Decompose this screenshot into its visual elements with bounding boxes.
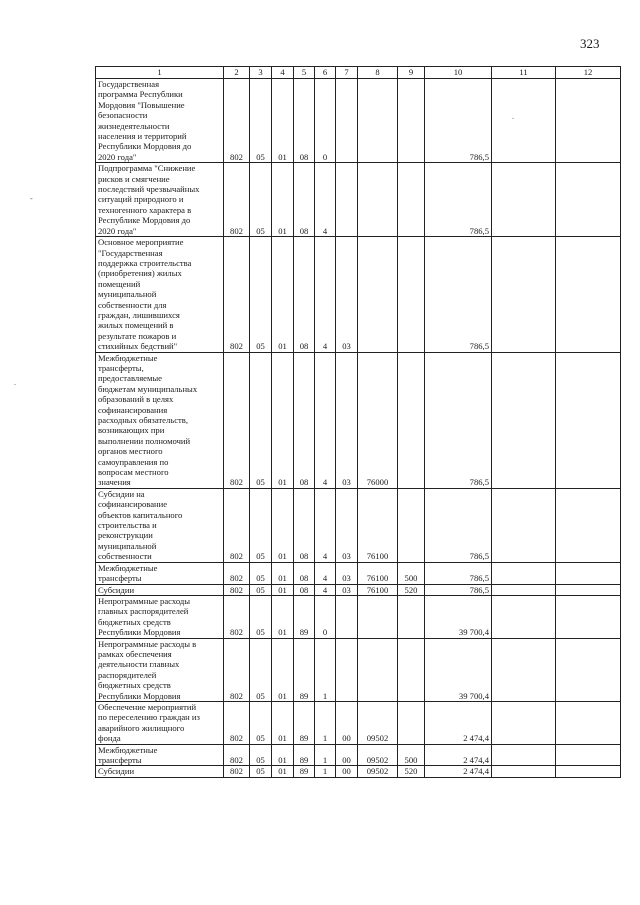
cell-col-10: 786,5 (425, 352, 492, 488)
table-row (96, 352, 621, 488)
cell-col-7: 03 (336, 562, 358, 584)
cell-col-6: 1 (315, 744, 336, 766)
cell-col-4: 01 (272, 562, 294, 584)
cell-col-2: 802 (224, 638, 250, 701)
cell-col-3: 05 (250, 237, 272, 352)
cell-col-8 (358, 237, 398, 352)
cell-col-8: 76100 (358, 584, 398, 595)
cell-col-2: 802 (224, 488, 250, 562)
cell-col-9 (398, 595, 425, 638)
cell-col-3: 05 (250, 562, 272, 584)
cell-col-2: 802 (224, 352, 250, 488)
row-name-cell: Обеспечение мероприятий по переселению граждан из аварийного жилищного фонда (96, 701, 224, 744)
cell-col-11 (492, 766, 556, 777)
cell-col-2: 802 (224, 237, 250, 352)
cell-col-10: 786,5 (425, 163, 492, 237)
cell-col-5: 08 (294, 163, 315, 237)
cell-col-5: 89 (294, 595, 315, 638)
column-header-12: 12 (556, 67, 621, 79)
cell-col-6: 4 (315, 562, 336, 584)
cell-col-10: 786,5 (425, 488, 492, 562)
cell-col-2: 802 (224, 584, 250, 595)
cell-col-7 (336, 595, 358, 638)
cell-col-12 (556, 163, 621, 237)
cell-col-3: 05 (250, 352, 272, 488)
cell-col-4: 01 (272, 638, 294, 701)
cell-col-12 (556, 595, 621, 638)
table-row (96, 237, 621, 352)
cell-col-10: 2 474,4 (425, 744, 492, 766)
cell-col-4: 01 (272, 488, 294, 562)
column-header-2: 2 (224, 67, 250, 79)
cell-col-7 (336, 163, 358, 237)
cell-col-12 (556, 79, 621, 163)
cell-col-11 (492, 79, 556, 163)
cell-col-7: 03 (336, 488, 358, 562)
cell-col-7 (336, 638, 358, 701)
cell-col-2: 802 (224, 79, 250, 163)
cell-col-10: 786,5 (425, 562, 492, 584)
column-header-7: 7 (336, 67, 358, 79)
cell-col-3: 05 (250, 595, 272, 638)
cell-col-12 (556, 352, 621, 488)
cell-col-6: 4 (315, 352, 336, 488)
cell-col-9 (398, 638, 425, 701)
cell-col-3: 05 (250, 766, 272, 777)
cell-col-8 (358, 79, 398, 163)
table-row (96, 163, 621, 237)
cell-col-6: 1 (315, 766, 336, 777)
cell-col-7: 00 (336, 701, 358, 744)
cell-col-12 (556, 744, 621, 766)
cell-col-5: 08 (294, 562, 315, 584)
cell-col-6: 4 (315, 237, 336, 352)
cell-col-7: 03 (336, 237, 358, 352)
cell-col-4: 01 (272, 701, 294, 744)
cell-col-12 (556, 638, 621, 701)
header-row (96, 67, 621, 79)
cell-col-9 (398, 701, 425, 744)
cell-col-6: 0 (315, 595, 336, 638)
cell-col-4: 01 (272, 584, 294, 595)
cell-col-3: 05 (250, 79, 272, 163)
cell-col-4: 01 (272, 766, 294, 777)
table-row (96, 638, 621, 701)
table-row (96, 744, 621, 766)
cell-col-7: 00 (336, 744, 358, 766)
cell-col-9: 500 (398, 744, 425, 766)
cell-col-11 (492, 237, 556, 352)
cell-col-8 (358, 163, 398, 237)
table-row (96, 766, 621, 777)
scan-speck: - (30, 194, 33, 203)
column-header-8: 8 (358, 67, 398, 79)
row-name-cell: Субсидии на софинансирование объектов капитального строительства и реконструкции муниципальной собственности (96, 488, 224, 562)
column-header-10: 10 (425, 67, 492, 79)
row-name-cell: Государственная программа Республики Мордовия "Повышение безопасности жизнедеятельности населения и территорий Республики Мордовия до 2020 года" (96, 79, 224, 163)
cell-col-7: 03 (336, 584, 358, 595)
cell-col-9 (398, 352, 425, 488)
cell-col-3: 05 (250, 638, 272, 701)
cell-col-9 (398, 163, 425, 237)
cell-col-2: 802 (224, 701, 250, 744)
cell-col-10: 786,5 (425, 584, 492, 595)
cell-col-4: 01 (272, 595, 294, 638)
cell-col-8 (358, 638, 398, 701)
scan-speck: . (512, 112, 514, 121)
cell-col-2: 802 (224, 766, 250, 777)
cell-col-11 (492, 163, 556, 237)
row-name-cell: Субсидии (96, 766, 224, 777)
cell-col-12 (556, 766, 621, 777)
row-name-cell: Основное мероприятие "Государственная поддержка строительства (приобретения) жилых помещений муниципальной собственности для граждан, лишившихся жилых помещений в результате пожаров и стихийных бедствий" (96, 237, 224, 352)
cell-col-2: 802 (224, 163, 250, 237)
cell-col-8: 09502 (358, 766, 398, 777)
column-header-6: 6 (315, 67, 336, 79)
cell-col-7: 00 (336, 766, 358, 777)
cell-col-6: 4 (315, 163, 336, 237)
cell-col-3: 05 (250, 744, 272, 766)
cell-col-11 (492, 488, 556, 562)
cell-col-12 (556, 488, 621, 562)
budget-table (95, 66, 621, 778)
cell-col-10: 39 700,4 (425, 595, 492, 638)
table-body (96, 79, 621, 778)
cell-col-3: 05 (250, 701, 272, 744)
cell-col-4: 01 (272, 163, 294, 237)
cell-col-8: 76100 (358, 562, 398, 584)
cell-col-6: 1 (315, 638, 336, 701)
table-row (96, 79, 621, 163)
cell-col-4: 01 (272, 744, 294, 766)
cell-col-5: 08 (294, 584, 315, 595)
cell-col-10: 39 700,4 (425, 638, 492, 701)
cell-col-5: 89 (294, 701, 315, 744)
cell-col-10: 2 474,4 (425, 701, 492, 744)
table-row (96, 562, 621, 584)
row-name-cell: Межбюджетные трансферты (96, 744, 224, 766)
row-name-cell: Непрограммные расходы главных распорядителей бюджетных средств Республики Мордовия (96, 595, 224, 638)
column-header-4: 4 (272, 67, 294, 79)
column-header-1: 1 (96, 67, 224, 79)
cell-col-9 (398, 79, 425, 163)
cell-col-5: 89 (294, 638, 315, 701)
cell-col-2: 802 (224, 595, 250, 638)
cell-col-3: 05 (250, 584, 272, 595)
cell-col-5: 89 (294, 744, 315, 766)
cell-col-11 (492, 701, 556, 744)
cell-col-12 (556, 701, 621, 744)
cell-col-8: 09502 (358, 744, 398, 766)
column-header-11: 11 (492, 67, 556, 79)
scan-speck: . (14, 378, 16, 387)
cell-col-6: 1 (315, 701, 336, 744)
cell-col-4: 01 (272, 237, 294, 352)
cell-col-12 (556, 562, 621, 584)
row-name-cell: Межбюджетные трансферты, предоставляемые бюджетам муниципальных образований в целях софинансирования расходных обязательств, возникающих при выполнении полномочий органов местного самоуправления по вопросам местного значения (96, 352, 224, 488)
cell-col-11 (492, 562, 556, 584)
table-row (96, 488, 621, 562)
cell-col-2: 802 (224, 744, 250, 766)
column-header-5: 5 (294, 67, 315, 79)
table-row (96, 595, 621, 638)
cell-col-12 (556, 237, 621, 352)
cell-col-6: 4 (315, 584, 336, 595)
row-name-cell: Субсидии (96, 584, 224, 595)
cell-col-5: 89 (294, 766, 315, 777)
page-number: 323 (580, 36, 600, 51)
row-name-cell: Подпрограмма "Снижение рисков и смягчение последствий чрезвычайных ситуаций природного и техногенного характера в Республике Мордовия до 2020 года" (96, 163, 224, 237)
cell-col-5: 08 (294, 237, 315, 352)
column-header-9: 9 (398, 67, 425, 79)
cell-col-8 (358, 595, 398, 638)
column-header-3: 3 (250, 67, 272, 79)
cell-col-11 (492, 744, 556, 766)
cell-col-4: 01 (272, 79, 294, 163)
cell-col-5: 08 (294, 488, 315, 562)
cell-col-5: 08 (294, 352, 315, 488)
cell-col-10: 786,5 (425, 79, 492, 163)
cell-col-8: 76100 (358, 488, 398, 562)
cell-col-8: 76000 (358, 352, 398, 488)
cell-col-9 (398, 488, 425, 562)
cell-col-7: 03 (336, 352, 358, 488)
cell-col-9: 500 (398, 562, 425, 584)
cell-col-5: 08 (294, 79, 315, 163)
cell-col-6: 4 (315, 488, 336, 562)
cell-col-11 (492, 352, 556, 488)
cell-col-3: 05 (250, 488, 272, 562)
cell-col-11 (492, 584, 556, 595)
cell-col-9 (398, 237, 425, 352)
cell-col-2: 802 (224, 562, 250, 584)
cell-col-9: 520 (398, 584, 425, 595)
cell-col-9: 520 (398, 766, 425, 777)
cell-col-12 (556, 584, 621, 595)
cell-col-11 (492, 638, 556, 701)
table-row (96, 701, 621, 744)
cell-col-4: 01 (272, 352, 294, 488)
cell-col-10: 2 474,4 (425, 766, 492, 777)
cell-col-11 (492, 595, 556, 638)
cell-col-10: 786,5 (425, 237, 492, 352)
table-row (96, 584, 621, 595)
cell-col-7 (336, 79, 358, 163)
row-name-cell: Непрограммные расходы в рамках обеспечения деятельности главных распорядителей бюджетных средств Республики Мордовия (96, 638, 224, 701)
cell-col-6: 0 (315, 79, 336, 163)
cell-col-8: 09502 (358, 701, 398, 744)
cell-col-3: 05 (250, 163, 272, 237)
row-name-cell: Межбюджетные трансферты (96, 562, 224, 584)
